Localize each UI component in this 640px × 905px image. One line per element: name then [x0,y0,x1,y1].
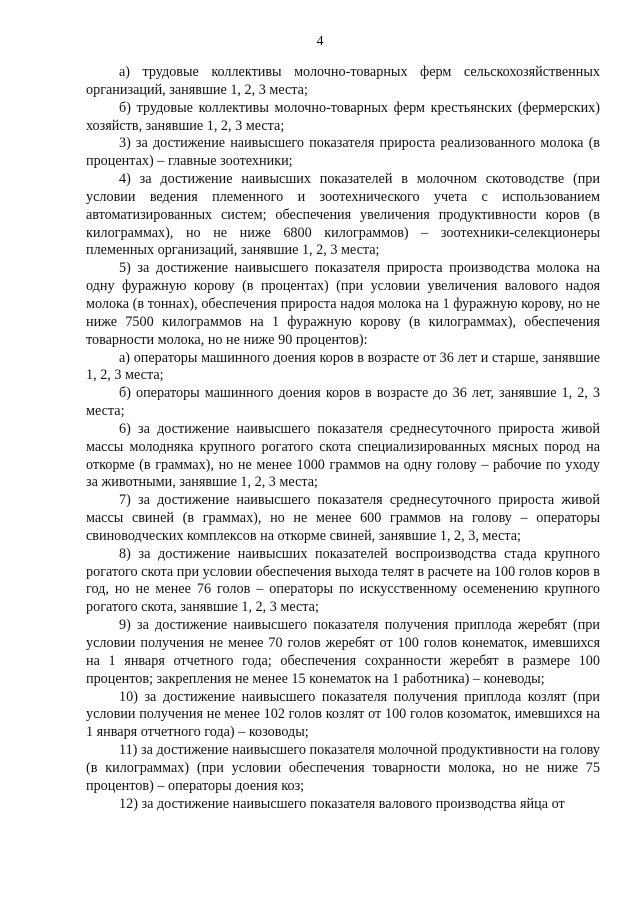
paragraph-8: 8) за достижение наивысших показателей воспроизводства стада крупного рогатого скота при условии обеспечения выхода телят в расчете на 100 голов коров в год, но не менее 76 голов – операторы по искусственному осеменению крупного рогатого скота, занявшие 1, 2, 3 места; [86,545,600,616]
paragraph-5: 5) за достижение наивысшего показателя прироста производства молока на одну фуражную корову (в процентах) (при условии увеличения валового надоя молока (в тоннах), обеспечения прироста надоя молока на 1 фуражную корову, но не ниже 7500 килограммов на 1 фуражную корову (в килограммах), обеспечения товарности молока, но не ниже 90 процентов): [86,260,600,348]
paragraph-6: 6) за достижение наивысшего показателя среднесуточного прироста живой массы молодняка крупного рогатого скота специализированных мясных пород на откорме (в граммах), но не менее 1000 граммов на одну голову – рабочие по уходу за животными, занявшие 1, 2, 3 места; [86,420,600,491]
paragraph-a-agricultural: а) трудовые коллективы молочно-товарных ферм сельскохозяйственных организаций, занявшие 1, 2, 3 места; [86,64,600,98]
paragraph-10: 10) за достижение наивысшего показателя получения приплода козлят (при условии получения не менее 102 голов козлят от 100 голов козоматок, имевшихся на 1 января отчетного года) – козоводы; [86,688,600,741]
document-body [86,64,600,813]
paragraph-b-farm: б) трудовые коллективы молочно-товарных ферм крестьянских (фермерских) хозяйств, занявшие 1, 2, 3 места; [86,99,600,134]
page-number: 4 [316,34,324,49]
paragraph-5b: б) операторы машинного доения коров в возрасте до 36 лет, занявшие 1, 2, 3 места; [86,385,600,420]
paragraph-9: 9) за достижение наивысшего показателя получения приплода жеребят (при условии получения не менее 70 голов жеребят от 100 голов конематок, имевшихся на 1 января отчетного года; обеспечения сохранности жеребят в размере 100 процентов; закрепления не менее 15 конематок на 1 работника) – коневоды; [86,617,600,687]
paragraph-11: 11) за достижение наивысшего показателя молочной продуктивности на голову (в килограммах) (при условии обеспечения товарности молока, но не ниже 75 процентов) – операторы доения коз; [86,742,600,794]
paragraph-5a: а) операторы машинного доения коров в возрасте от 36 лет и старше, занявшие 1, 2, 3 места; [86,349,600,384]
paragraph-3: 3) за достижение наивысшего показателя прироста реализованного молока (в процентах) – главные зоотехники; [86,135,600,170]
paragraph-4: 4) за достижение наивысших показателей в молочном скотоводстве (при условии ведения племенного и зоотехнического учета с использованием автоматизированных систем; обеспечения увеличения продуктивности коров (в килограммах), но не ниже 6800 килограммов) – зоотехники-селекционеры племенных организаций, занявшие 1, 2, 3 места; [86,171,600,259]
paragraph-12: 12) за достижение наивысшего показателя валового производства яйца от [119,795,565,812]
paragraph-7: 7) за достижение наивысшего показателя среднесуточного прироста живой массы свиней (в граммах), но не менее 600 граммов на голову – операторы свиноводческих комплексов на откорме свиней, занявшие 1, 2, 3, места; [86,492,600,544]
